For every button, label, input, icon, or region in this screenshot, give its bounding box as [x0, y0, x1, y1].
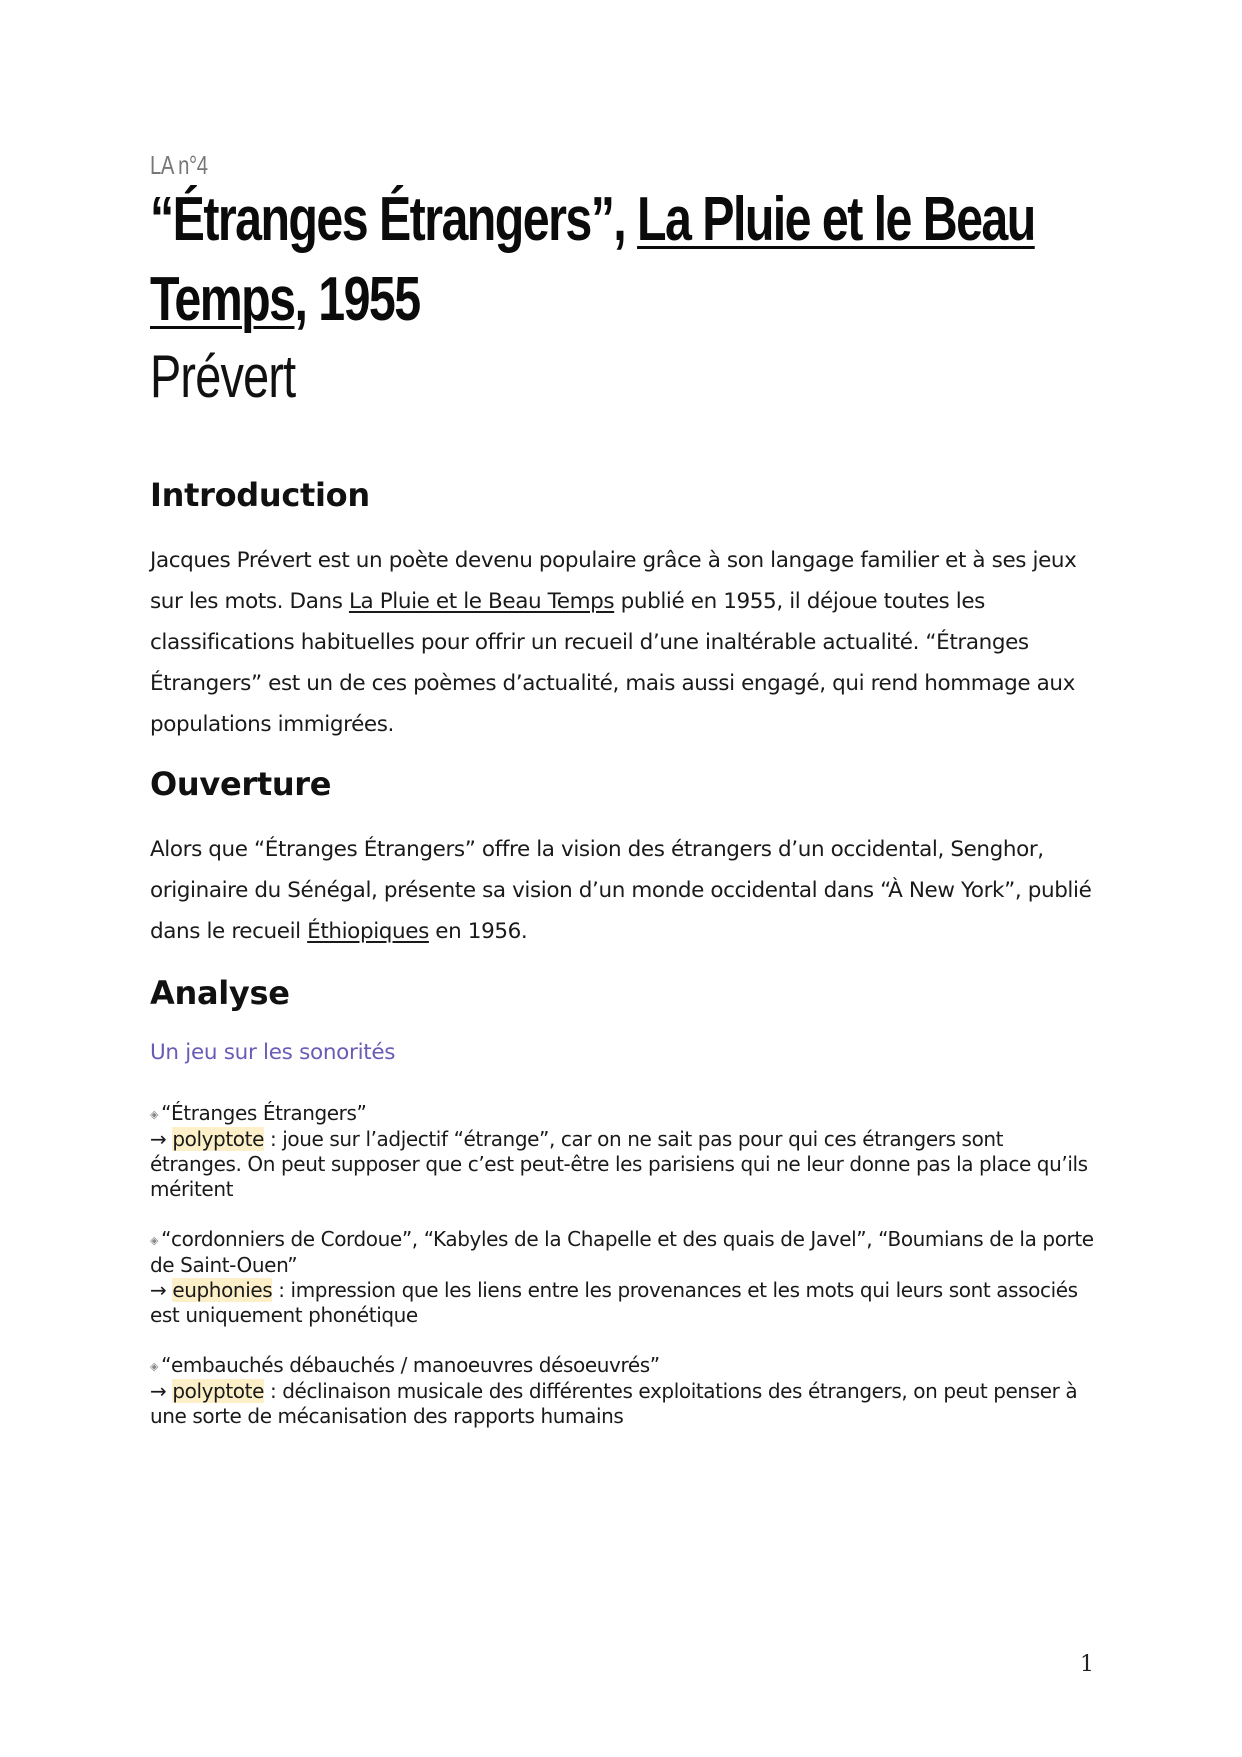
- ouverture-heading: Ouverture: [150, 765, 332, 803]
- explanation: : joue sur l’adjectif “étrange”, car on ne sait pas pour qui ces étrangers sont étranges. On peut supposer que c’est peut-être les parisiens qui ne leur donne pas la place qu’ils méritent: [150, 1127, 1088, 1201]
- analysis-list: [150, 1101, 1100, 1429]
- figure-of-speech: polyptote: [172, 1127, 264, 1151]
- book-title-part2: Temps: [150, 265, 295, 334]
- document-title: [150, 180, 1133, 340]
- page-number: 1: [1080, 1652, 1094, 1677]
- arrow-icon: →: [150, 1127, 167, 1151]
- figure-of-speech: polyptote: [172, 1379, 264, 1403]
- lecture-number: LA n°4: [150, 150, 208, 180]
- introduction-paragraph: Jacques Prévert est un poète devenu populaire grâce à son langage familier et à ses jeux sur les mots. Dans La Pluie et le Beau Temps publié en 1955, il déjoue toutes les classifications habituelles pour offrir un recueil d’une inaltérable actualité. “Étranges Étrangers” est un de ces poèmes d’actualité, mais aussi engagé, qui rend hommage aux populations immigrées.: [150, 548, 1077, 737]
- analysis-item: [150, 1227, 1100, 1328]
- introduction-heading: Introduction: [150, 476, 370, 514]
- arrow-icon: →: [150, 1278, 167, 1302]
- book-title-part1: La Pluie et le Beau: [637, 185, 1035, 254]
- document-page: [150, 150, 1100, 1429]
- arrow-icon: →: [150, 1379, 167, 1403]
- figure-of-speech: euphonies: [172, 1278, 273, 1302]
- diamond-bullet-icon: ◈: [150, 1108, 159, 1121]
- analyse-heading: Analyse: [150, 974, 290, 1012]
- publication-year: , 1955: [294, 265, 420, 334]
- quote: “cordonniers de Cordoue”, “Kabyles de la Chapelle et des quais de Javel”, “Boumians de la porte de Saint-Ouen”: [150, 1227, 1094, 1277]
- diamond-bullet-icon: ◈: [150, 1360, 159, 1373]
- explanation: : impression que les liens entre les provenances et les mots qui leurs sont associés est uniquement phonétique: [150, 1278, 1078, 1327]
- quote: “Étranges Étrangers”: [161, 1101, 367, 1125]
- poem-title: “Étranges Étrangers”,: [150, 185, 638, 254]
- author-name: Prévert: [150, 343, 296, 410]
- ouverture-paragraph: Alors que “Étranges Étrangers” offre la vision des étrangers d’un occidental, Senghor, originaire du Sénégal, présente sa vision d’un monde occidental dans “À New York”, publié dans le recueil Éthiopiques en 1956.: [150, 837, 1092, 944]
- book-reference: Éthiopiques: [307, 919, 429, 944]
- diamond-bullet-icon: ◈: [150, 1234, 159, 1247]
- book-reference: La Pluie et le Beau Temps: [348, 589, 615, 614]
- analysis-item: [150, 1353, 1100, 1429]
- analysis-item: [150, 1101, 1100, 1202]
- explanation: : déclinaison musicale des différentes exploitations des étrangers, on peut penser à une sorte de mécanisation des rapports humains: [150, 1379, 1078, 1428]
- analyse-subheading: Un jeu sur les sonorités: [150, 1040, 396, 1065]
- quote: “embauchés débauchés / manoeuvres désoeuvrés”: [161, 1353, 660, 1377]
